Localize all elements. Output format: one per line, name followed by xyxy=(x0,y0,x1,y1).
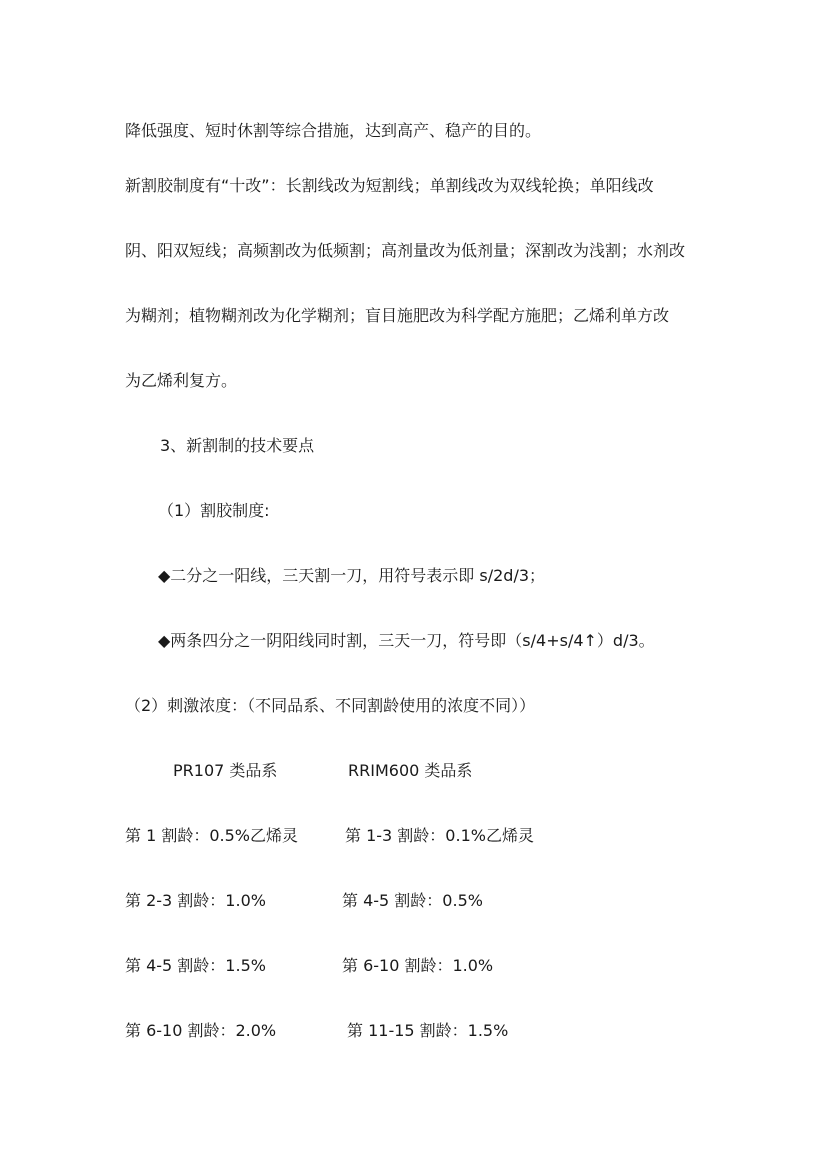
table-cell-pr107: 第 6-10 割龄：2.0% xyxy=(125,1021,277,1040)
table-cell-pr107: 第 4-5 割龄：1.5% xyxy=(125,956,266,975)
paragraph-line: 降低强度、短时休割等综合措施，达到高产、稳产的目的。 xyxy=(125,121,542,140)
table-cell-rrim600: 第 4-5 割龄：0.5% xyxy=(342,891,483,910)
table-cell-rrim600: 第 6-10 割龄：1.0% xyxy=(342,956,494,975)
paragraph-line: 阴、阳双短线；高频割改为低频割；高剂量改为低剂量；深割改为浅割；水剂改 xyxy=(125,241,686,260)
subsection-heading-1: （1）割胶制度: xyxy=(158,501,270,520)
paragraph-line: 为糊剂；植物糊剂改为化学糊剂；盲目施肥改为科学配方施肥；乙烯利单方改 xyxy=(125,306,670,325)
bullet-item: ◆二分之一阳线，三天割一刀，用符号表示即 s/2d/3； xyxy=(158,566,546,585)
table-cell-rrim600: 第 11-15 割龄：1.5% xyxy=(347,1021,509,1040)
table-header-rrim600: RRIM600 类品系 xyxy=(348,761,473,780)
table-cell-rrim600: 第 1-3 割龄：0.1%乙烯灵 xyxy=(345,826,534,845)
section-heading: 3、新割制的技术要点 xyxy=(160,436,315,455)
table-header-pr107: PR107 类品系 xyxy=(173,761,278,780)
subsection-heading-2: （2）刺激浓度：（不同品系、不同割龄使用的浓度不同）） xyxy=(125,696,536,715)
bullet-item: ◆两条四分之一阴阳线同时割，三天一刀，符号即（s/4+s/4↑）d/3。 xyxy=(158,631,655,650)
paragraph-line: 为乙烯利复方。 xyxy=(125,371,238,390)
table-cell-pr107: 第 2-3 割龄：1.0% xyxy=(125,891,266,910)
paragraph-line: 新割胶制度有“十改”：长割线改为短割线；单割线改为双线轮换；单阳线改 xyxy=(125,176,654,195)
table-cell-pr107: 第 1 割龄：0.5%乙烯灵 xyxy=(125,826,299,845)
